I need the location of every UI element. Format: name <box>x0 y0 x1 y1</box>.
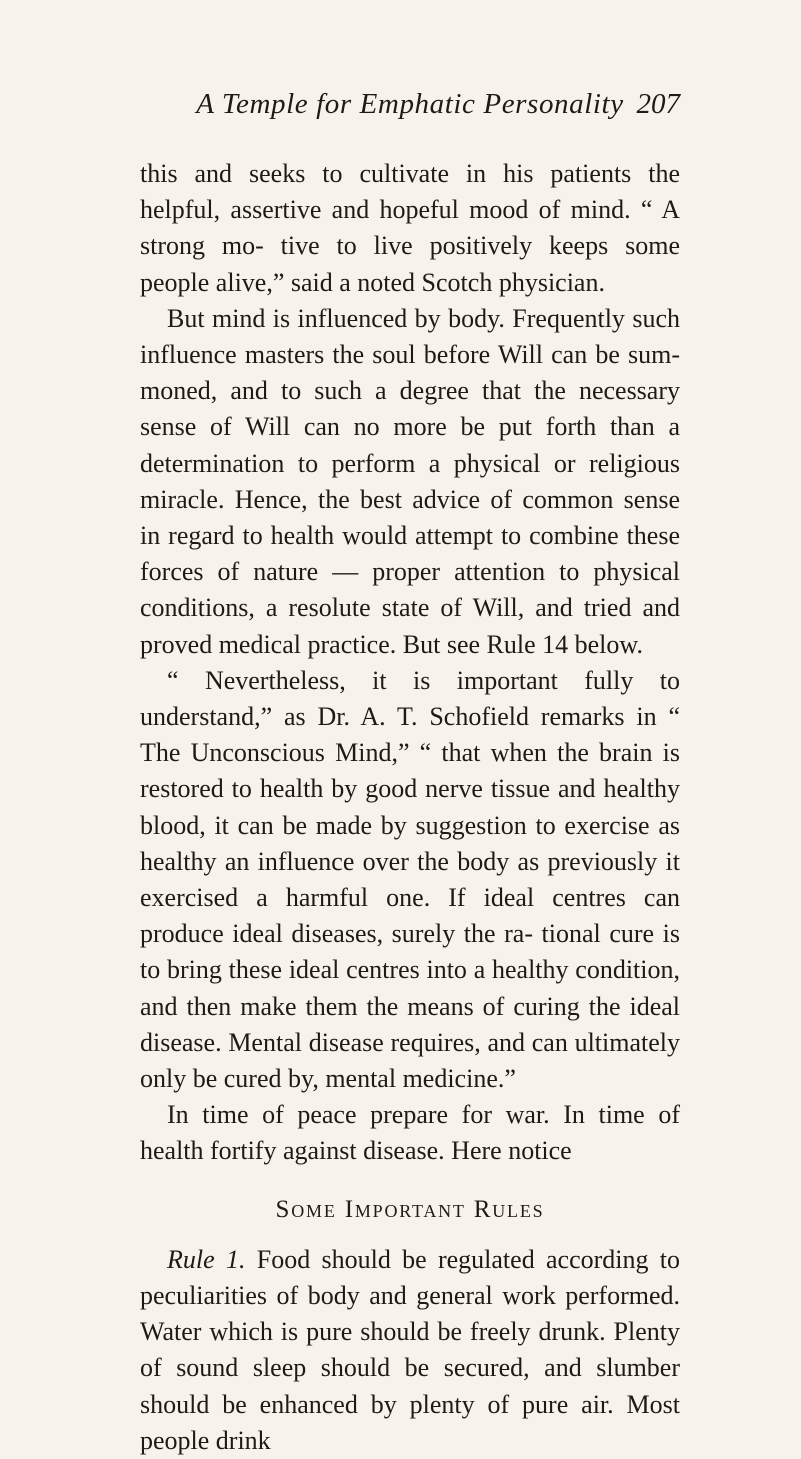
rule-label: Rule 1. <box>167 1244 246 1274</box>
rule-text: Food should be regulated according to peculiarities of body and general work performed. Water which is pure should be freely drunk. Plenty of sound sleep should be secured, and slumber should be enhanced by plenty of pure air. Most people drink <box>140 1244 681 1455</box>
running-head <box>140 88 680 128</box>
paragraph-continuation: this and seeks to cultivate in his patients the helpful, assertive and hopeful mood of mind. “ A strong mo- tive to live positively keeps some people alive,” said a noted Scotch physician. <box>140 159 680 297</box>
paragraph-schofield-quote: “ Nevertheless, it is important fully to understand,” as Dr. A. T. Schofield remarks in “ The Unconscious Mind,” “ that when the brain is restored to health by good nerve tissue and healthy blood, it can be made by suggestion to exercise as healthy an influence over the body as previously it exercised a harmful one. If ideal centres can produce ideal diseases, surely the ra- tional cure is to bring these ideal centres into a healthy condition, and then make them the means of curing the ideal disease. Mental disease requires, and can ultimately only be cured by, mental medicine.” <box>140 665 680 1094</box>
section-heading: Some Important Rules <box>275 1195 545 1223</box>
paragraph-peace-war: In time of peace prepare for war. In time of health fortify against disease. Here notice <box>140 1100 680 1166</box>
body-text <box>140 156 680 1459</box>
paragraph-mind-body: But mind is influenced by body. Frequently such influence masters the soul before Will can be sum- moned, and to such a degree that the necessary sense of Will can no more be put forth than a determination to perform a physical or religious miracle. Hence, the best advice of common sense in regard to health would attempt to combine these forces of nature — proper attention to physical conditions, a resolute state of Will, and tried and proved medical practice. But see Rule 14 below. <box>140 303 680 659</box>
paragraph-rule-1 <box>140 1242 680 1459</box>
book-page <box>140 88 680 1459</box>
running-title: A Temple for Emphatic Personality <box>196 88 624 120</box>
page-number: 207 <box>636 88 680 120</box>
